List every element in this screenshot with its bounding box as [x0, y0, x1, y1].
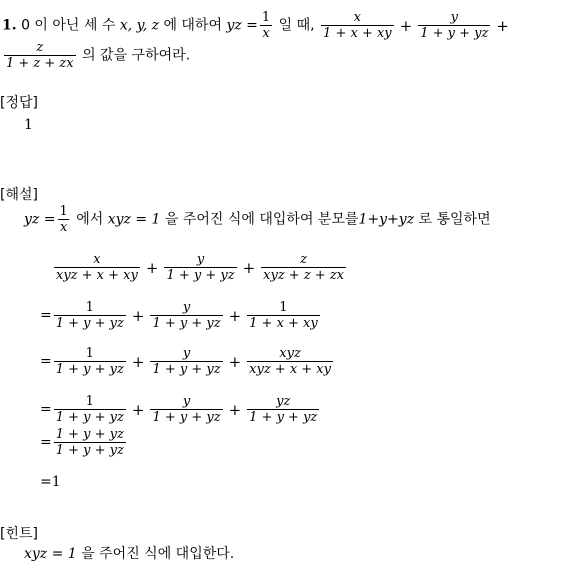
condition-numerator: 1 [261, 10, 271, 25]
step-fraction-denominator: xyz + x + xy [249, 362, 331, 377]
fraction-2 [418, 10, 490, 41]
step-fraction [247, 394, 319, 425]
fraction-1-denominator: 1 + x + xy [323, 26, 392, 41]
step-fraction [54, 346, 126, 377]
derivation-step [40, 427, 128, 458]
plus-sign: + [399, 16, 413, 35]
step-fraction-denominator: 1 + y + yz [55, 410, 124, 425]
solution-text-c: 로 통일하면 [418, 211, 491, 228]
step-fraction-denominator: 1 + y + yz [152, 410, 221, 425]
plus-sign: + [496, 16, 509, 35]
hint-label: [힌트] [0, 526, 38, 542]
condition-fraction [260, 10, 272, 41]
problem-vars: x, y, z [119, 17, 159, 34]
problem-intro-a: 0 이 아닌 세 수 [21, 17, 116, 34]
step-fraction [150, 300, 222, 331]
step-fraction-numerator: y [196, 252, 205, 267]
fraction-2-denominator: 1 + y + yz [420, 26, 489, 41]
step-fraction-numerator: xyz [279, 346, 301, 361]
step-fraction [150, 346, 222, 377]
solution-label: [해설] [0, 187, 38, 203]
hint-line [24, 546, 234, 562]
step-fraction [54, 427, 126, 458]
derivation-step [40, 394, 321, 425]
step-fraction [261, 252, 346, 283]
step-fraction-numerator: 1 [85, 346, 94, 361]
solution-intro [24, 204, 491, 235]
solution-fraction-denominator: x [59, 220, 68, 235]
step-fraction [54, 394, 126, 425]
step-fraction [54, 300, 126, 331]
fraction-1 [321, 10, 394, 41]
step-fraction-denominator: 1 + y + yz [55, 362, 124, 377]
plus-sign: + [131, 352, 145, 371]
problem-intro-b: 에 대하여 [163, 17, 222, 34]
step-fraction-numerator: y [182, 300, 191, 315]
step-fraction [150, 394, 222, 425]
plus-sign: + [131, 400, 145, 419]
answer-label: [정답] [0, 95, 38, 111]
answer-value: 1 [24, 117, 33, 133]
equals-sign: = [40, 401, 52, 418]
solution-lhs: yz = [24, 211, 56, 228]
step-fraction-numerator: 1 + y + yz [55, 427, 124, 442]
equals-sign: = [40, 307, 52, 324]
hint-expr: xyz = 1 [24, 546, 77, 562]
step-fraction-denominator: 1 + y + yz [166, 268, 235, 283]
plus-sign: + [228, 352, 242, 371]
problem-line-2 [2, 40, 190, 71]
step-fraction [164, 252, 236, 283]
step-fraction-denominator: 1 + y + yz [55, 316, 124, 331]
solution-final: =1 [40, 474, 61, 490]
derivation-step [52, 252, 348, 283]
step-fraction [247, 300, 320, 331]
problem-number: 1. [2, 17, 17, 34]
solution-fraction-numerator: 1 [59, 204, 68, 219]
step-fraction-numerator: y [182, 346, 191, 361]
step-fraction-denominator: xyz + x + xy [56, 268, 138, 283]
fraction-3-numerator: z [36, 40, 44, 55]
fraction-3 [4, 40, 76, 71]
step-fraction-denominator: 1 + y + yz [249, 410, 318, 425]
step-fraction-numerator: 1 [279, 300, 288, 315]
step-fraction-numerator: z [300, 252, 307, 267]
problem-intro-c: 일 때, [278, 17, 315, 34]
step-fraction [247, 346, 333, 377]
plus-sign: + [228, 400, 242, 419]
plus-sign: + [145, 258, 159, 277]
plus-sign: + [228, 306, 242, 325]
solution-expr: xyz = 1 [107, 211, 161, 228]
step-fraction-numerator: 1 [85, 394, 94, 409]
derivation-step [40, 300, 322, 331]
fraction-1-numerator: x [353, 10, 362, 25]
step-fraction [54, 252, 140, 283]
step-fraction-denominator: xyz + z + zx [263, 268, 345, 283]
condition-lhs: yz = [226, 17, 258, 34]
step-fraction-denominator: 1 + x + xy [249, 316, 318, 331]
plus-sign: + [131, 306, 145, 325]
solution-text-a: 에서 [76, 211, 104, 228]
solution-expr-2: 1+y+yz [358, 211, 415, 228]
step-fraction-numerator: x [93, 252, 101, 267]
step-fraction-denominator: 1 + y + yz [152, 316, 221, 331]
step-fraction-numerator: yz [276, 394, 291, 409]
step-fraction-numerator: y [182, 394, 191, 409]
plus-sign: + [242, 258, 256, 277]
fraction-3-denominator: 1 + z + zx [6, 56, 74, 71]
step-fraction-numerator: 1 [85, 300, 94, 315]
problem-tail: 의 값을 구하여라. [82, 47, 191, 64]
solution-text-b: 을 주어진 식에 대입하여 분모를 [164, 211, 359, 228]
equals-sign: = [40, 353, 52, 370]
equals-sign: = [40, 434, 52, 451]
fraction-2-numerator: y [450, 10, 458, 25]
condition-denominator: x [262, 26, 270, 41]
solution-fraction [57, 204, 69, 235]
derivation-step [40, 346, 335, 377]
hint-text: 을 주어진 식에 대입한다. [81, 546, 235, 562]
step-fraction-denominator: 1 + y + yz [152, 362, 221, 377]
step-fraction-denominator: 1 + y + yz [55, 443, 124, 458]
problem-line-1 [2, 10, 513, 41]
